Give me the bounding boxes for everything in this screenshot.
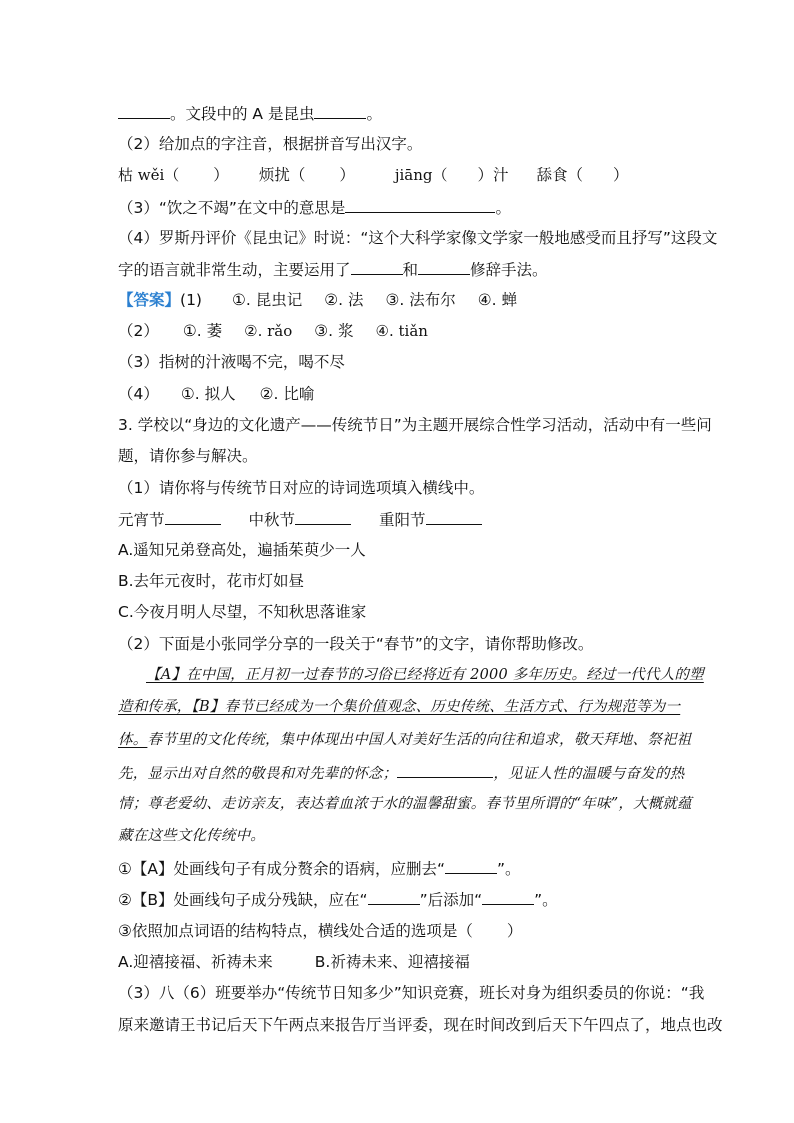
q3-sub2: （2）下面是小张同学分享的一段关于“春节”的文字，请你帮助修改。 xyxy=(118,635,594,653)
answer-line-1: 【答案】(1) ①. 昆虫记 ②. 法 ③. 法布尔 ④. 蝉 xyxy=(118,291,517,309)
q3-sub3-line1: （3）八（6）班要举办“传统节日知多少”知识竞赛，班长对身为组织委员的你说：“我 xyxy=(118,984,705,1002)
q3-option-c: C.今夜月明人尽望，不知秋思落谁家 xyxy=(118,603,367,621)
q3-sub3-line2: 原来邀请王书记后天下午两点来报告厅当评委，现在时间改到后天下午四点了，地点也改 xyxy=(118,1016,723,1034)
passage-line-3: 体。春节里的文化传统，集中体现出中国人对美好生活的向往和追求，敬天拜地、祭祀祖 xyxy=(118,732,692,748)
q2-sub3: （3）“饮之不竭”在文中的意思是 。 xyxy=(118,199,511,217)
q3-sub1: （1）请你将与传统节日对应的诗词选项填入横线中。 xyxy=(118,479,485,497)
answer-line-4: （4） ①. 拟人 ②. 比喻 xyxy=(118,385,315,403)
fill-blank[interactable] xyxy=(397,762,493,778)
fill-blank[interactable] xyxy=(445,858,497,874)
fill-blank[interactable] xyxy=(314,103,366,119)
passage-line-6: 藏在这些文化传统中。 xyxy=(118,828,265,844)
q3-item-b: ②【B】处画线句子成分残缺，应在“ ”后添加“ ”。 xyxy=(118,891,558,909)
q3-option-a: A.遥知兄弟登高处，遍插茱萸少一人 xyxy=(118,541,366,559)
q3-item-c: ③依照加点词语的结构特点，横线处合适的选项是（ ） xyxy=(118,922,523,940)
fill-blank[interactable] xyxy=(345,197,495,213)
fill-blank[interactable] xyxy=(418,259,470,275)
q3-title-line1: 3. 学校以“身边的文化遗产——传统节日”为主题开展综合性学习活动，活动中有一些问 xyxy=(118,416,712,434)
q3-item-a: ①【A】处画线句子有成分赘余的语病，应删去“ ”。 xyxy=(118,860,521,878)
q3-option-b: B.去年元夜时，花市灯如昼 xyxy=(118,572,305,590)
passage-line-2: 造和传承，【B】春节已经成为一个集价值观念、历史传统、生活方式、行为规范等为一 xyxy=(118,699,681,715)
q2-pinyin-items: 枯 wěi（ ） 烦扰（ ） jiāng（ ）汁 舔食（ ） xyxy=(118,166,629,184)
q3-title-line2: 题，请你参与解决。 xyxy=(118,447,258,465)
fill-blank[interactable] xyxy=(118,103,170,119)
fill-blank[interactable] xyxy=(368,889,420,905)
q3-item-c-options: A.迎禧接福、祈祷未来 B.祈祷未来、迎禧接福 xyxy=(118,953,470,971)
q2-line-blank-answer: 。文段中的 A 是昆虫 。 xyxy=(118,103,678,124)
fill-blank[interactable] xyxy=(165,509,221,525)
fill-blank[interactable] xyxy=(426,509,482,525)
passage-line-4: 先，显示出对自然的敬畏和对先辈的怀念； ，见证人性的温暖与奋发的热 xyxy=(118,762,672,784)
q2-sub4-line1: （4）罗斯丹评价《昆虫记》时说：“这个大科学家像文学家一般地感受而且抒写”这段文 xyxy=(118,229,718,247)
q2-sub2-title: （2）给加点的字注音，根据拼音写出汉字。 xyxy=(118,135,423,153)
q2-sub4-line2: 字的语言就非常生动，主要运用了 和 修辞手法。 xyxy=(118,261,548,279)
answer-line-2: （2） ①. 萎 ②. rǎo ③. 浆 ④. tiǎn xyxy=(118,322,428,340)
q3-festival-row: 元宵节 中秋节 重阳节 xyxy=(118,509,678,530)
fill-blank[interactable] xyxy=(351,259,403,275)
passage-line-1: 【A】在中国，正月初一过春节的习俗已经将近有 2000 多年历史。经过一代代人的塑 xyxy=(146,667,704,683)
fill-blank[interactable] xyxy=(295,509,351,525)
answer-tag: 【答案】 xyxy=(118,291,181,309)
answer-line-3: （3）指树的汁液喝不完，喝不尽 xyxy=(118,353,345,371)
fill-blank[interactable] xyxy=(482,889,534,905)
passage-line-5: 情；尊老爱幼、走访亲友，表达着血浓于水的温馨甜蜜。春节里所谓的“年味”，大概就蕴 xyxy=(118,796,692,812)
